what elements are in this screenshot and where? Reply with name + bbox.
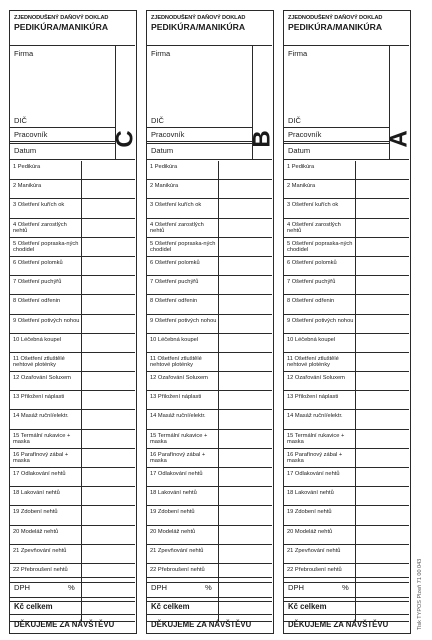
item-amount-cell[interactable] <box>219 545 272 563</box>
table-row <box>284 161 409 180</box>
datum-field[interactable]: Datum <box>151 146 174 155</box>
item-label: 6 Ošetření polomků <box>10 257 82 275</box>
table-row <box>147 295 272 314</box>
thanks-text: DĚKUJEME ZA NÁVŠTĚVU <box>10 614 135 633</box>
item-amount-cell[interactable] <box>219 449 272 467</box>
dph-row[interactable] <box>147 577 272 597</box>
table-row <box>147 315 272 334</box>
item-label: 18 Lakování nehtů <box>147 487 219 505</box>
table-row <box>284 391 409 410</box>
item-amount-cell[interactable] <box>82 219 135 237</box>
item-label: 15 Termální rukavice + maska <box>147 430 219 448</box>
percent-label: % <box>68 583 75 592</box>
table-row <box>10 391 135 410</box>
item-label: 3 Ošetření kuřích ok <box>10 199 82 217</box>
table-row <box>147 506 272 525</box>
table-row <box>284 410 409 429</box>
datum-field[interactable]: Datum <box>288 146 311 155</box>
percent-label: % <box>342 583 349 592</box>
item-amount-cell[interactable] <box>82 545 135 563</box>
item-label: 11 Ošetření ztluštělé nehtové ploténky <box>284 353 356 371</box>
table-row <box>10 468 135 487</box>
table-row <box>284 199 409 218</box>
item-amount-cell[interactable] <box>219 353 272 371</box>
item-label: 14 Masáž ruční/elektr. <box>284 410 356 428</box>
item-amount-cell[interactable] <box>82 430 135 448</box>
dic-field[interactable]: DIČ <box>151 116 164 125</box>
table-row <box>284 526 409 545</box>
item-amount-cell[interactable] <box>219 219 272 237</box>
table-row <box>147 526 272 545</box>
table-row <box>284 180 409 199</box>
table-row <box>147 430 272 449</box>
item-label: 15 Termální rukavice + maska <box>284 430 356 448</box>
receipt-form-c <box>9 10 137 634</box>
item-label: 5 Ošetření popraska-ných chodidel <box>284 238 356 256</box>
firma-field[interactable]: Firma <box>288 49 308 58</box>
item-label: 19 Zdobení nehtů <box>10 506 82 524</box>
table-row <box>10 372 135 391</box>
item-label: 2 Manikúra <box>284 180 356 198</box>
form-header <box>147 11 272 46</box>
copy-letter: C <box>111 130 139 148</box>
table-row <box>10 410 135 429</box>
item-amount-cell[interactable] <box>219 295 272 313</box>
divider <box>10 159 135 160</box>
table-row <box>10 449 135 468</box>
item-label: 8 Ošetření odřenin <box>10 295 82 313</box>
firma-field[interactable]: Firma <box>151 49 171 58</box>
table-row <box>284 334 409 353</box>
table-row <box>10 506 135 525</box>
item-amount-cell[interactable] <box>356 487 409 505</box>
item-amount-cell[interactable] <box>82 372 135 390</box>
item-amount-cell[interactable] <box>356 545 409 563</box>
table-row <box>147 372 272 391</box>
item-amount-cell[interactable] <box>82 506 135 524</box>
item-amount-cell[interactable] <box>356 353 409 371</box>
table-row <box>147 161 272 180</box>
item-amount-cell[interactable] <box>219 180 272 198</box>
table-row <box>10 161 135 180</box>
item-label: 20 Modeláž nehtů <box>147 526 219 544</box>
item-label: 10 Léčebná koupel <box>10 334 82 352</box>
item-amount-cell[interactable] <box>356 276 409 294</box>
item-label: 17 Odlakování nehtů <box>10 468 82 486</box>
table-row <box>147 199 272 218</box>
table-row <box>10 526 135 545</box>
item-amount-cell[interactable] <box>82 257 135 275</box>
item-amount-cell[interactable] <box>356 257 409 275</box>
item-label: 7 Ošetření puchýřů <box>10 276 82 294</box>
form-header <box>10 11 135 46</box>
item-label: 8 Ošetření odřenin <box>284 295 356 313</box>
item-label: 16 Parafínový zábal + maska <box>284 449 356 467</box>
item-label: 1 Pedikúra <box>10 161 82 179</box>
item-label: 7 Ošetření puchýřů <box>284 276 356 294</box>
item-amount-cell[interactable] <box>356 410 409 428</box>
print-note: Tisk TYPOS Plzeň 71 00 043 <box>417 558 423 630</box>
item-amount-cell[interactable] <box>356 199 409 217</box>
table-row <box>147 545 272 564</box>
item-amount-cell[interactable] <box>356 506 409 524</box>
item-label: 13 Přiložení náplasti <box>10 391 82 409</box>
item-amount-cell[interactable] <box>219 410 272 428</box>
receipt-form-a <box>283 10 411 634</box>
item-amount-cell[interactable] <box>82 391 135 409</box>
item-amount-cell[interactable] <box>219 468 272 486</box>
item-label: 22 Přebroušení nehtů <box>10 564 82 582</box>
item-amount-cell[interactable] <box>356 430 409 448</box>
item-amount-cell[interactable] <box>356 526 409 544</box>
table-row <box>147 257 272 276</box>
item-amount-cell[interactable] <box>82 315 135 333</box>
dic-field[interactable]: DIČ <box>14 116 27 125</box>
dph-row[interactable] <box>284 577 409 597</box>
table-row <box>147 391 272 410</box>
table-row <box>10 276 135 295</box>
table-row <box>284 487 409 506</box>
pracovnik-field[interactable]: Pracovník <box>284 129 389 142</box>
table-row <box>284 545 409 564</box>
item-label: 12 Ozařování Soluxem <box>147 372 219 390</box>
item-amount-cell[interactable] <box>219 506 272 524</box>
item-label: 5 Ošetření popraska-ných chodidel <box>10 238 82 256</box>
item-label: 15 Termální rukavice + maska <box>10 430 82 448</box>
item-label: 5 Ošetření popraska-ných chodidel <box>147 238 219 256</box>
table-row <box>284 372 409 391</box>
table-row <box>10 353 135 372</box>
dph-label: DPH <box>14 583 31 592</box>
item-amount-cell[interactable] <box>82 410 135 428</box>
item-label: 7 Ošetření puchýřů <box>147 276 219 294</box>
item-label: 2 Manikúra <box>147 180 219 198</box>
item-amount-cell[interactable] <box>219 334 272 352</box>
table-row <box>147 334 272 353</box>
item-label: 6 Ošetření polomků <box>284 257 356 275</box>
doc-type-title: ZJEDNODUŠENÝ DAŇOVÝ DOKLAD <box>14 15 109 21</box>
item-label: 18 Lakování nehtů <box>10 487 82 505</box>
items-table <box>10 161 135 622</box>
item-label: 1 Pedikúra <box>147 161 219 179</box>
item-label: 3 Ošetření kuřích ok <box>147 199 219 217</box>
item-amount-cell[interactable] <box>82 161 135 179</box>
dph-label: DPH <box>288 583 305 592</box>
item-label: 18 Lakování nehtů <box>284 487 356 505</box>
item-label: 9 Ošetření potivých nohou <box>10 315 82 333</box>
pracovnik-field[interactable]: Pracovník <box>10 129 115 142</box>
copy-letter: B <box>248 130 276 148</box>
item-amount-cell[interactable] <box>356 449 409 467</box>
item-label: 12 Ozařování Soluxem <box>10 372 82 390</box>
dic-field[interactable]: DIČ <box>288 116 301 125</box>
total-row[interactable]: Kč celkem <box>10 597 135 614</box>
item-label: 20 Modeláž nehtů <box>284 526 356 544</box>
item-amount-cell[interactable] <box>219 276 272 294</box>
table-row <box>10 295 135 314</box>
item-amount-cell[interactable] <box>219 372 272 390</box>
item-label: 21 Zpevňování nehtů <box>284 545 356 563</box>
item-amount-cell[interactable] <box>82 276 135 294</box>
item-amount-cell[interactable] <box>356 238 409 256</box>
table-row <box>10 430 135 449</box>
item-label: 14 Masáž ruční/elektr. <box>147 410 219 428</box>
table-row <box>147 410 272 429</box>
total-row[interactable]: Kč celkem <box>147 597 272 614</box>
table-row <box>10 257 135 276</box>
table-row <box>284 276 409 295</box>
item-amount-cell[interactable] <box>219 430 272 448</box>
item-amount-cell[interactable] <box>356 180 409 198</box>
item-amount-cell[interactable] <box>82 487 135 505</box>
item-label: 4 Ošetření zarostlých nehtů <box>147 219 219 237</box>
service-title: PEDIKÚRA/MANIKÚRA <box>288 22 383 32</box>
receipt-form-b <box>146 10 274 634</box>
item-label: 12 Ozařování Soluxem <box>284 372 356 390</box>
item-label: 11 Ošetření ztluštělé nehtové ploténky <box>10 353 82 371</box>
table-row <box>284 257 409 276</box>
item-amount-cell[interactable] <box>82 334 135 352</box>
thanks-text: DĚKUJEME ZA NÁVŠTĚVU <box>147 614 272 633</box>
item-label: 20 Modeláž nehtů <box>10 526 82 544</box>
dph-row[interactable] <box>10 577 135 597</box>
item-label: 4 Ošetření zarostlých nehtů <box>10 219 82 237</box>
item-label: 22 Přebroušení nehtů <box>147 564 219 582</box>
pracovnik-field[interactable]: Pracovník <box>147 129 252 142</box>
divider <box>284 143 389 144</box>
doc-type-title: ZJEDNODUŠENÝ DAŇOVÝ DOKLAD <box>151 15 246 21</box>
item-amount-cell[interactable] <box>356 391 409 409</box>
item-label: 17 Odlakování nehtů <box>147 468 219 486</box>
divider <box>284 127 389 128</box>
item-label: 11 Ošetření ztluštělé nehtové ploténky <box>147 353 219 371</box>
total-row[interactable]: Kč celkem <box>284 597 409 614</box>
table-row <box>284 295 409 314</box>
divider <box>147 127 252 128</box>
item-amount-cell[interactable] <box>219 315 272 333</box>
item-amount-cell[interactable] <box>356 372 409 390</box>
table-row <box>284 238 409 257</box>
item-label: 17 Odlakování nehtů <box>284 468 356 486</box>
table-row <box>147 449 272 468</box>
table-row <box>10 199 135 218</box>
table-row <box>284 315 409 334</box>
item-label: 21 Zpevňování nehtů <box>147 545 219 563</box>
table-row <box>147 487 272 506</box>
item-amount-cell[interactable] <box>82 295 135 313</box>
item-label: 1 Pedikúra <box>284 161 356 179</box>
item-amount-cell[interactable] <box>219 526 272 544</box>
divider <box>284 159 409 160</box>
item-label: 22 Přebroušení nehtů <box>284 564 356 582</box>
table-row <box>10 238 135 257</box>
item-amount-cell[interactable] <box>82 180 135 198</box>
item-label: 9 Ošetření potivých nohou <box>284 315 356 333</box>
item-amount-cell[interactable] <box>82 238 135 256</box>
table-row <box>284 430 409 449</box>
table-row <box>10 487 135 506</box>
item-amount-cell[interactable] <box>82 468 135 486</box>
item-amount-cell[interactable] <box>82 449 135 467</box>
item-amount-cell[interactable] <box>356 315 409 333</box>
item-label: 14 Masáž ruční/elektr. <box>10 410 82 428</box>
item-amount-cell[interactable] <box>219 487 272 505</box>
item-amount-cell[interactable] <box>356 334 409 352</box>
divider <box>147 159 272 160</box>
firma-field[interactable]: Firma <box>14 49 34 58</box>
item-label: 13 Přiložení náplasti <box>284 391 356 409</box>
item-amount-cell[interactable] <box>219 257 272 275</box>
item-amount-cell[interactable] <box>356 468 409 486</box>
item-label: 3 Ošetření kuřích ok <box>284 199 356 217</box>
table-row <box>10 180 135 199</box>
service-title: PEDIKÚRA/MANIKÚRA <box>151 22 246 32</box>
items-table <box>147 161 272 622</box>
table-row <box>284 353 409 372</box>
item-amount-cell[interactable] <box>219 199 272 217</box>
item-label: 6 Ošetření polomků <box>147 257 219 275</box>
form-header <box>284 11 409 46</box>
table-row <box>147 468 272 487</box>
divider <box>147 143 252 144</box>
table-row <box>147 238 272 257</box>
table-row <box>10 334 135 353</box>
divider <box>10 143 115 144</box>
item-amount-cell[interactable] <box>356 295 409 313</box>
table-row <box>147 353 272 372</box>
item-amount-cell[interactable] <box>356 161 409 179</box>
divider <box>10 127 115 128</box>
item-label: 2 Manikúra <box>10 180 82 198</box>
item-amount-cell[interactable] <box>219 238 272 256</box>
thanks-text: DĚKUJEME ZA NÁVŠTĚVU <box>284 614 409 633</box>
table-row <box>284 468 409 487</box>
table-row <box>284 449 409 468</box>
table-row <box>147 219 272 238</box>
copy-letter: A <box>385 130 413 148</box>
item-label: 16 Parafínový zábal + maska <box>147 449 219 467</box>
item-amount-cell[interactable] <box>219 161 272 179</box>
table-row <box>284 506 409 525</box>
item-amount-cell[interactable] <box>82 199 135 217</box>
percent-label: % <box>205 583 212 592</box>
table-row <box>10 219 135 238</box>
table-row <box>10 315 135 334</box>
item-amount-cell[interactable] <box>82 526 135 544</box>
item-label: 19 Zdobení nehtů <box>147 506 219 524</box>
item-amount-cell[interactable] <box>219 391 272 409</box>
table-row <box>10 545 135 564</box>
doc-type-title: ZJEDNODUŠENÝ DAŇOVÝ DOKLAD <box>288 15 383 21</box>
item-label: 19 Zdobení nehtů <box>284 506 356 524</box>
table-row <box>147 180 272 199</box>
items-table <box>284 161 409 622</box>
item-label: 9 Ošetření potivých nohou <box>147 315 219 333</box>
item-label: 4 Ošetření zarostlých nehtů <box>284 219 356 237</box>
datum-field[interactable]: Datum <box>14 146 37 155</box>
item-label: 10 Léčebná koupel <box>284 334 356 352</box>
service-title: PEDIKÚRA/MANIKÚRA <box>14 22 109 32</box>
item-label: 10 Léčebná koupel <box>147 334 219 352</box>
item-label: 8 Ošetření odřenin <box>147 295 219 313</box>
table-row <box>284 219 409 238</box>
dph-label: DPH <box>151 583 168 592</box>
table-row <box>147 276 272 295</box>
item-label: 13 Přiložení náplasti <box>147 391 219 409</box>
item-label: 16 Parafínový zábal + maska <box>10 449 82 467</box>
item-label: 21 Zpevňování nehtů <box>10 545 82 563</box>
item-amount-cell[interactable] <box>82 353 135 371</box>
item-amount-cell[interactable] <box>356 219 409 237</box>
